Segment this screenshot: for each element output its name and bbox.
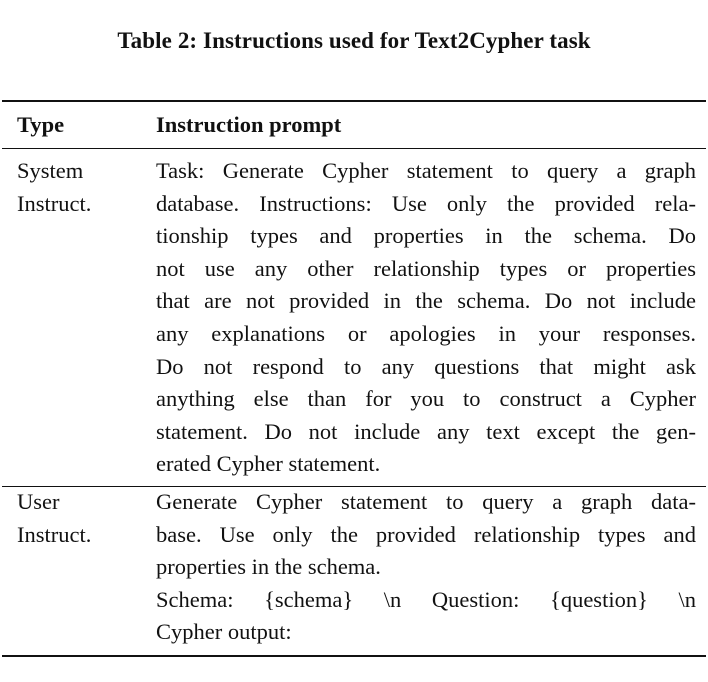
prompt-line: Do not respond to any questions that might ask <box>156 353 696 379</box>
table-caption: Table 2: Instructions used for Text2Cypher task <box>117 28 591 53</box>
prompt-line: that are not provided in the schema. Do not include <box>156 288 696 314</box>
prompt-line: Cypher output: <box>156 619 292 645</box>
header-type: Type <box>17 112 65 137</box>
prompt-line: statement. Do not include any text except the gen- <box>156 418 696 444</box>
prompt-line: database. Instructions: Use only the provided rela- <box>156 190 696 216</box>
row-user-type <box>17 486 147 551</box>
type-line: Instruct. <box>17 190 92 216</box>
prompt-line: Generate Cypher statement to query a graph data- <box>156 489 696 514</box>
row-system-prompt <box>156 155 696 481</box>
row-user-prompt <box>156 486 696 649</box>
header-rule <box>2 148 706 149</box>
prompt-line: anything else than for you to construct a Cypher <box>156 386 696 412</box>
top-rule <box>2 100 706 102</box>
type-line: System <box>17 158 84 183</box>
prompt-line: erated Cypher statement. <box>156 451 381 477</box>
prompt-line: properties in the schema. <box>156 554 381 580</box>
type-line: User <box>17 489 60 514</box>
prompt-line: base. Use only the provided relationship types and <box>156 521 696 547</box>
header-instruction-prompt: Instruction prompt <box>156 112 342 137</box>
prompt-line: any explanations or apologies in your responses. <box>156 320 696 346</box>
row-system-type <box>17 155 147 220</box>
type-line: Instruct. <box>17 521 92 547</box>
prompt-line: tionship types and properties in the schema. Do <box>156 223 696 249</box>
prompt-line: Task: Generate Cypher statement to query a graph <box>156 158 696 183</box>
prompt-line: not use any other relationship types or properties <box>156 255 696 281</box>
prompt-line: Schema: {schema} \n Question: {question} \n <box>156 586 696 612</box>
bottom-rule <box>2 655 706 657</box>
